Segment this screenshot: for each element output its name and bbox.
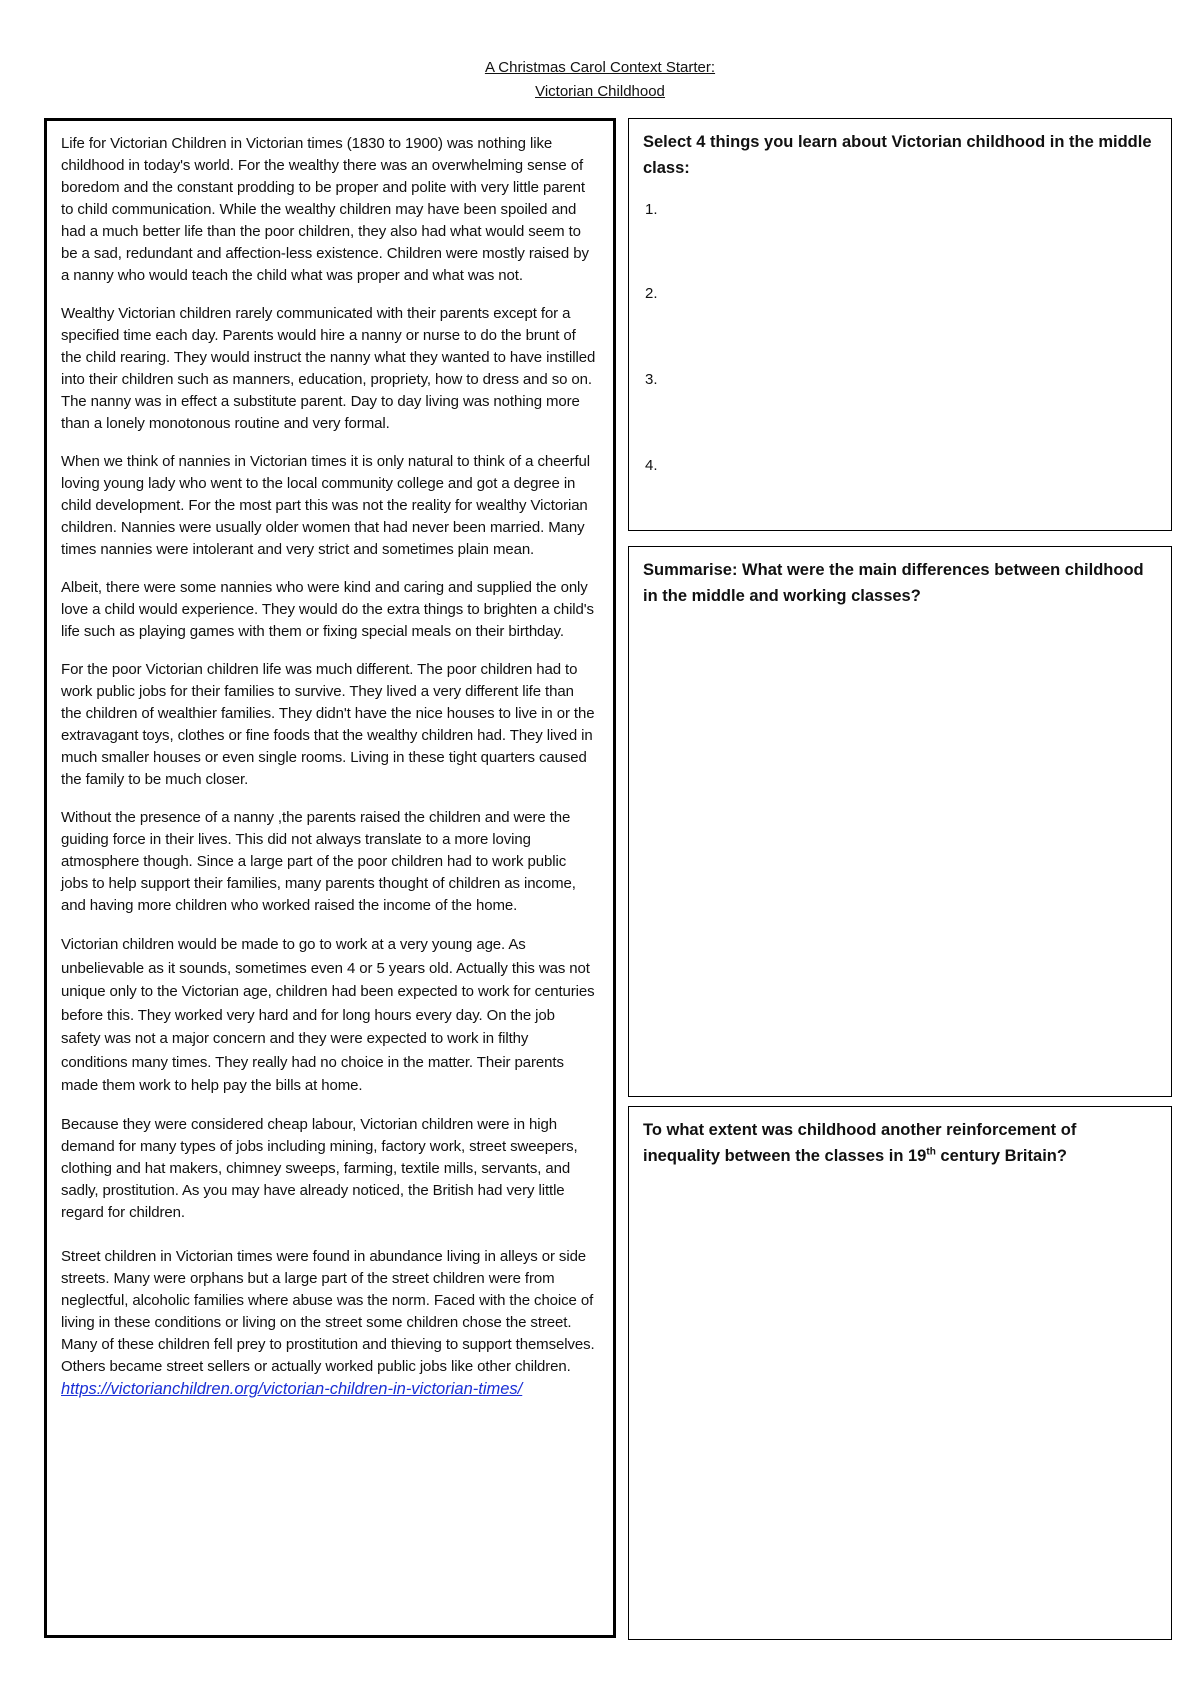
paragraph-1: Life for Victorian Children in Victorian times (1830 to 1900) was nothing like childhood in today's world. For the wealthy there was an overwhelming sense of boredom and the constant prodding to be proper and polite with very little parent to child communication. While the wealthy children may have been spoiled and had a much better life than the poor children, they also had what would seem to be a sad, redundant and affection-less existence. Children were mostly raised by a nanny who would teach the child what was proper and what was not. bbox=[61, 135, 589, 284]
reading-text-box bbox=[44, 118, 616, 1638]
select-things-box bbox=[628, 118, 1172, 531]
extent-question-start: To what extent was childhood another reinforcement of inequality between the classes in 19 bbox=[643, 1121, 1077, 1165]
extent-question-end: century Britain? bbox=[935, 1147, 1067, 1165]
paragraph-4: Albeit, there were some nannies who were kind and caring and supplied the only love a child would experience. They would do the extra things to brighten a child's life such as playing games with them or fixing special meals on their birthday. bbox=[61, 579, 594, 640]
extent-superscript: th bbox=[926, 1146, 936, 1158]
summarise-box bbox=[628, 546, 1172, 1097]
answer-number-3: 3. bbox=[645, 371, 658, 388]
extent-box bbox=[628, 1106, 1172, 1640]
paragraph-5: For the poor Victorian children life was much different. The poor children had to work public jobs for their families to survive. They lived a very different life than the children of wealthier families. They didn't have the nice houses to live in or the extravagant toys, clothes or fine foods that the wealthy children had. They lived in much smaller houses or even single rooms. Living in these tight quarters caused the family to be much closer. bbox=[61, 661, 595, 788]
page-title bbox=[0, 56, 1200, 104]
select-question: Select 4 things you learn about Victorian childhood in the middle class: bbox=[643, 133, 1152, 177]
paragraph-3: When we think of nannies in Victorian times it is only natural to think of a cheerful loving young lady who went to the local community college and got a degree in child development. For the most part this was not the reality for wealthy Victorian children. Nannies were usually older women that had never been married. Many times nannies were intolerant and very strict and sometimes plain mean. bbox=[61, 453, 591, 558]
paragraph-6: Without the presence of a nanny ,the parents raised the children and were the guiding force in their lives. This did not always translate to a more loving atmosphere though. Since a large part of the poor children had to work public jobs to help support their families, many parents thought of children as income, and having more children who worked raised the income of the home. bbox=[61, 809, 576, 914]
paragraph-8: Because they were considered cheap labour, Victorian children were in high demand for many types of jobs including mining, factory work, street sweepers, clothing and hat makers, chimney sweeps, farming, textile mills, servants, and sadly, prostitution. As you may have already noticed, the British had very little regard for children. bbox=[61, 1115, 578, 1221]
summarise-question: Summarise: What were the main differences between childhood in the middle and working classes? bbox=[643, 561, 1144, 605]
paragraph-9: Street children in Victorian times were found in abundance living in alleys or side streets. Many were orphans but a large part of the street children were from neglectful, alcoholic families where abuse was the norm. Faced with the choice of living in these conditions or living on the street some children chose the street. Many of these children fell prey to prostitution and thieving to support themselves. Others became street sellers or actually worked public jobs like other children. bbox=[61, 1247, 595, 1375]
paragraph-2: Wealthy Victorian children rarely communicated with their parents except for a specified time each day. Parents would hire a nanny or nurse to do the brunt of the child rearing. They would instruct the nanny what they wanted to have instilled into their children such as manners, education, propriety, how to dress and so on. The nanny was in effect a substitute parent. Day to day living was nothing more than a lonely monotonous routine and very formal. bbox=[61, 305, 596, 432]
answer-number-4: 4. bbox=[645, 457, 658, 474]
answer-number-1: 1. bbox=[645, 201, 658, 218]
source-link[interactable]: https://victorianchildren.org/victorian-children-in-victorian-times/ bbox=[61, 1379, 523, 1398]
title-line-1: A Christmas Carol Context Starter: bbox=[484, 59, 716, 76]
extent-question bbox=[643, 1117, 1157, 1169]
paragraph-7: Victorian children would be made to go to work at a very young age. As unbelievable as it sounds, sometimes even 4 or 5 years old. Actually this was not unique only to the Victorian age, children had been expected to work for centuries before this. They worked very hard and for long hours every day. On the job safety was not a major concern and they were expected to work in filthy conditions many times. They really had no choice in the matter. Their parents made them work to help pay the bills at home. bbox=[61, 936, 595, 1094]
title-line-2: Victorian Childhood bbox=[535, 83, 665, 100]
answer-number-2: 2. bbox=[645, 285, 658, 302]
